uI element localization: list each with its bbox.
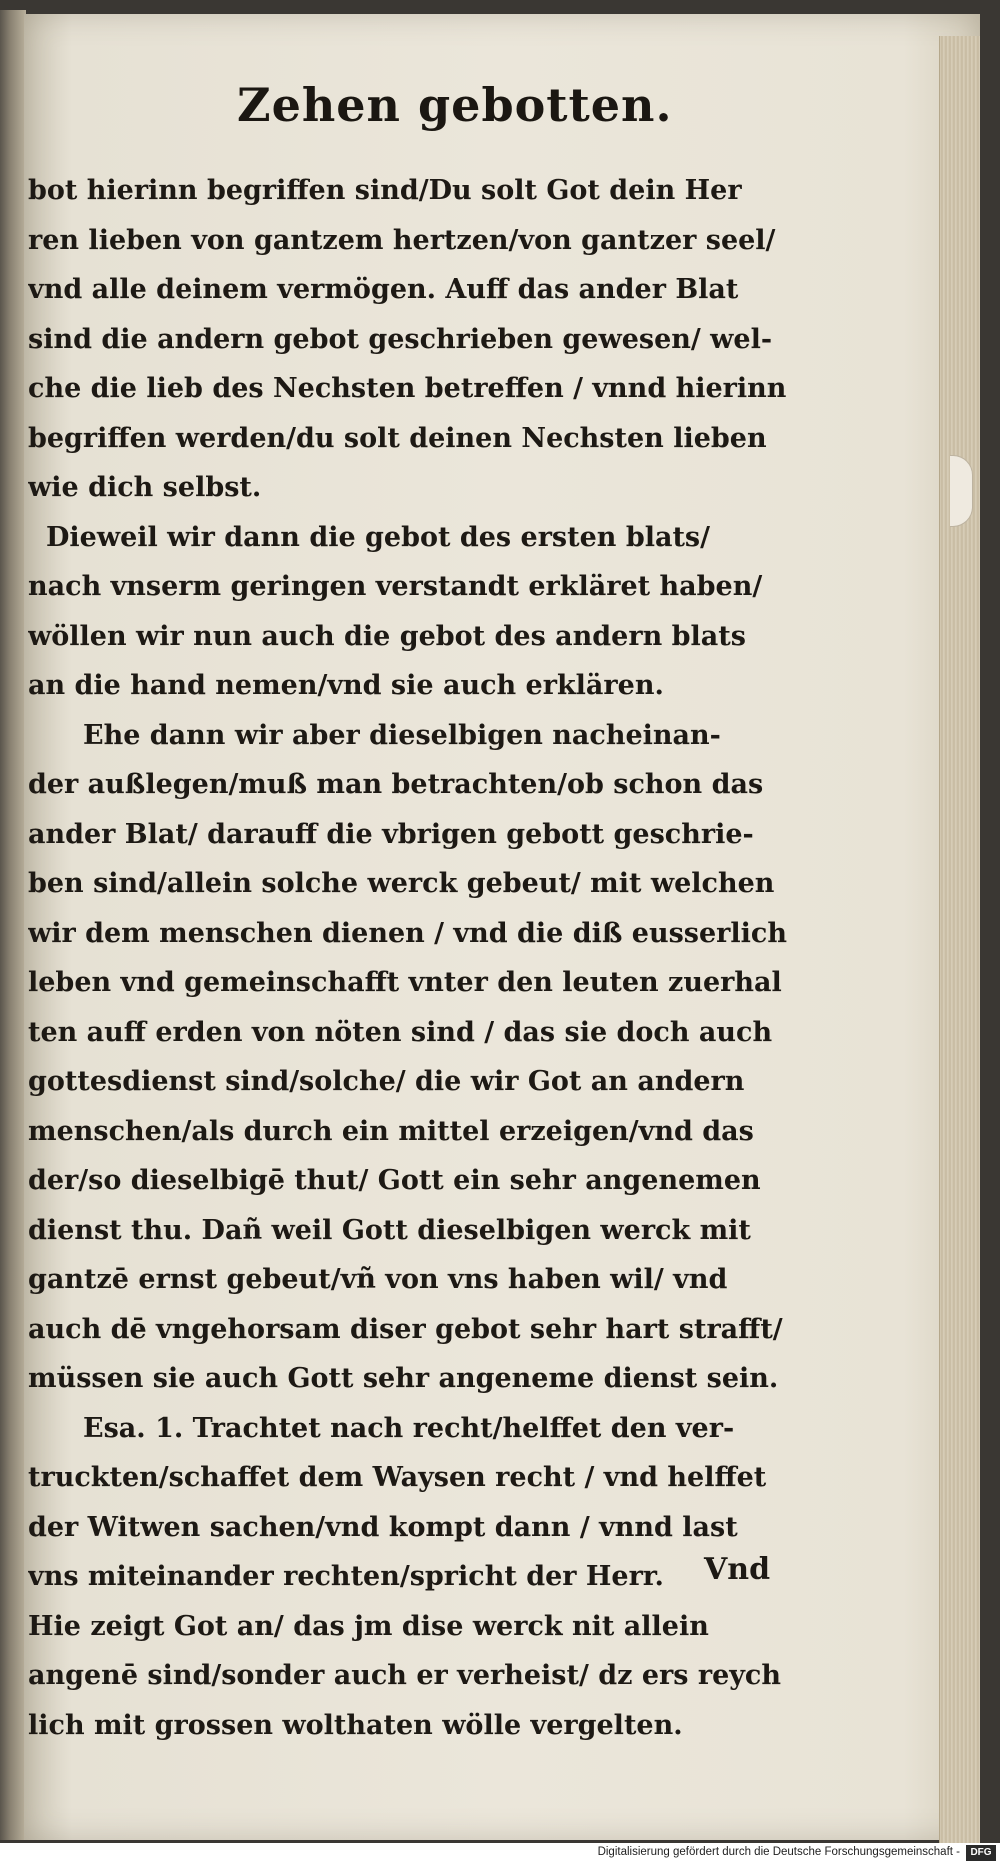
text-line: der Witwen sachen/vnd kompt dann / vnnd last xyxy=(28,1511,738,1543)
text-line: ander Blat/ darauff die vbrigen gebott geschrie- xyxy=(28,818,754,850)
text-line: Ehe dann wir aber dieselbigen nacheinan- xyxy=(83,719,721,751)
dfg-logo-icon: DFG xyxy=(966,1845,996,1861)
text-line: auch dē vngehorsam diser gebot sehr hart strafft/ xyxy=(28,1313,783,1345)
text-line: Dieweil wir dann die gebot des ersten blats/ xyxy=(46,521,710,553)
funding-credit: Digitalisierung gefördert durch die Deutsche Forschungsgemeinschaft - xyxy=(597,1846,960,1858)
text-line: wöllen wir nun auch die gebot des andern blats xyxy=(28,620,746,652)
text-line: Hie zeigt Got an/ das jm dise werck nit allein xyxy=(28,1610,709,1642)
text-line: bot hierinn begriffen sind/Du solt Got dein Her xyxy=(28,175,742,206)
text-line: der außlegen/muß man betrachten/ob schon das xyxy=(28,769,764,800)
text-line: gottesdienst sind/solche/ die wir Got an andern xyxy=(28,1066,745,1097)
text-line: ben sind/allein solche werck gebeut/ mit welchen xyxy=(28,868,775,899)
text-line: ten auff erden von nöten sind / das sie doch auch xyxy=(28,1016,773,1048)
text-line: ren lieben von gantzem hertzen/von gantzer seel/ xyxy=(28,224,776,256)
page-stack-edge xyxy=(939,36,980,1846)
text-line: Esa. 1. Trachtet nach recht/helffet den ver- xyxy=(83,1412,735,1444)
text-line: vns miteinander rechten/spricht der Herr. xyxy=(28,1561,664,1592)
text-block xyxy=(28,166,808,1750)
text-line: menschen/als durch ein mittel erzeigen/vnd das xyxy=(28,1115,754,1147)
text-line: angenē sind/sonder auch er verheist/ dz ers reych xyxy=(28,1660,782,1691)
text-line: der/so dieselbigē thut/ Gott ein sehr angenemen xyxy=(28,1165,761,1196)
text-line: nach vnserm geringen verstandt erkläret haben/ xyxy=(28,571,763,602)
previous-page-edge xyxy=(0,10,26,1840)
text-line: begriffen werden/du solt deinen Nechsten lieben xyxy=(28,422,767,454)
text-line: an die hand nemen/vnd sie auch erklären. xyxy=(28,670,664,701)
text-line: vnd alle deinem vermögen. Auff das ander Blat xyxy=(28,274,739,305)
text-line: che die lieb des Nechsten betreffen / vnnd hierinn xyxy=(28,373,787,404)
text-line: gantzē ernst gebeut/vñ von vns haben wil/ vnd xyxy=(28,1264,728,1295)
text-line: sind die andern gebot geschrieben gewesen/ wel- xyxy=(28,323,773,355)
text-line: wir dem menschen dienen / vnd die diß eusserlich xyxy=(28,917,787,949)
running-head: Zehen gebotten. xyxy=(237,78,673,132)
page-clip xyxy=(950,455,973,527)
text-line: lich mit grossen wolthaten wölle vergelten. xyxy=(28,1709,683,1741)
text-line: müssen sie auch Gott sehr angeneme dienst sein. xyxy=(28,1363,779,1394)
text-line: dienst thu. Dañ weil Gott dieselbigen werck mit xyxy=(28,1214,751,1246)
text-line: truckten/schaffet dem Waysen recht / vnd helffet xyxy=(28,1462,767,1493)
text-line: leben vnd gemeinschafft vnter den leuten zuerhal xyxy=(28,967,782,998)
catchword: Vnd xyxy=(704,1552,771,1587)
text-line: wie dich selbst. xyxy=(28,472,262,503)
